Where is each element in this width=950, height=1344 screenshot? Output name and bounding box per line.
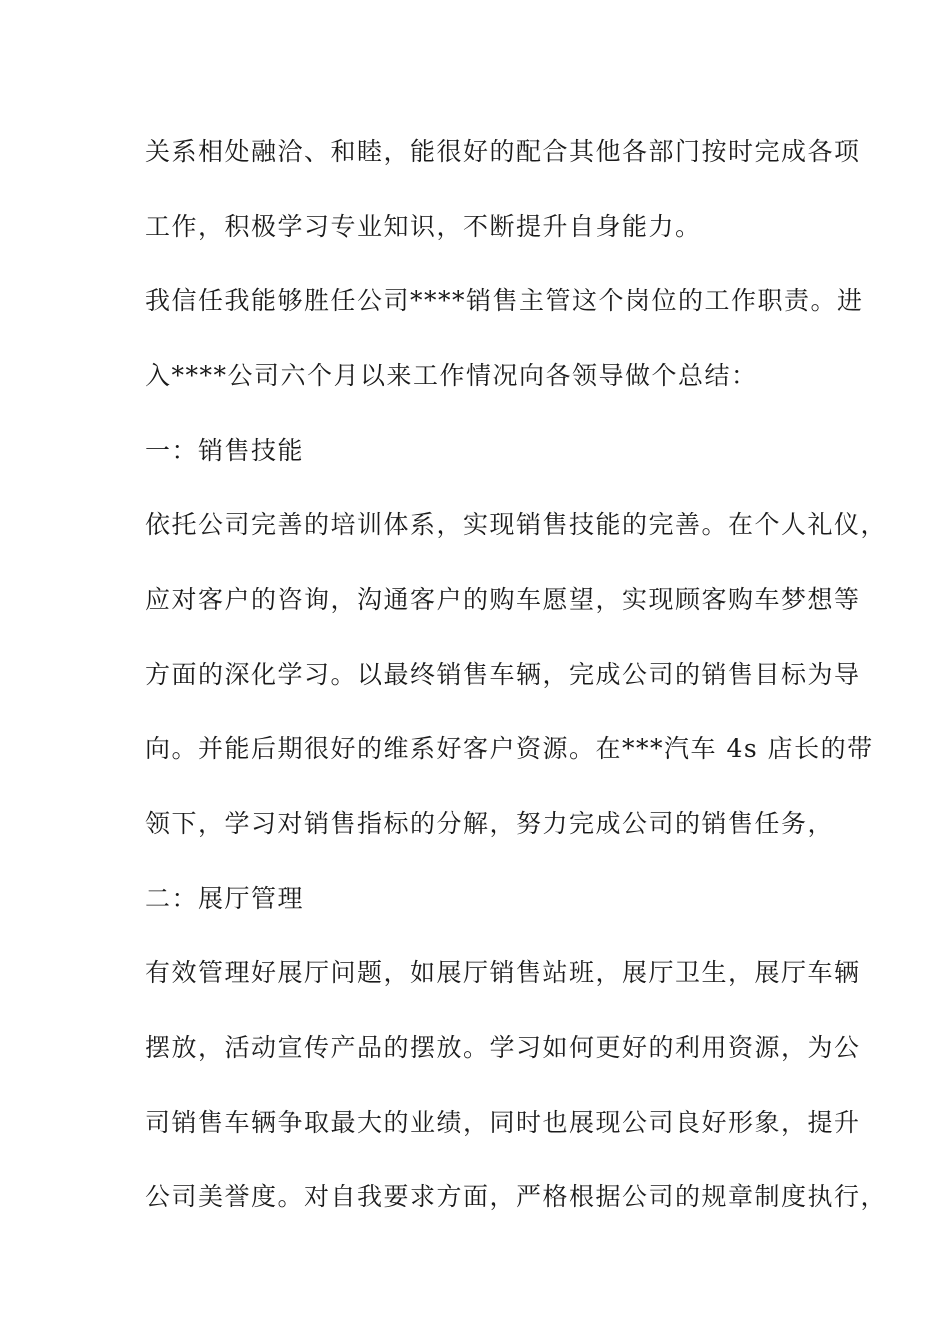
text-line: 我信任我能够胜任公司****销售主管这个岗位的工作职责。进 — [145, 286, 864, 315]
text-line: 应对客户的咨询，沟通客户的购车愿望，实现顾客购车梦想等 — [145, 585, 861, 614]
text-line: 摆放，活动宣传产品的摆放。学习如何更好的利用资源，为公 — [145, 1033, 861, 1062]
text-line: 司销售车辆争取最大的业绩，同时也展现公司良好形象，提升 — [145, 1108, 861, 1137]
text-line: 公司美誉度。对自我要求方面，严格根据公司的规章制度执行， — [145, 1182, 888, 1211]
text-line: 方面的深化学习。以最终销售车辆，完成公司的销售目标为导 — [145, 660, 861, 689]
text-line: 领下，学习对销售指标的分解，努力完成公司的销售任务， — [145, 809, 835, 838]
section-heading: 二：展厅管理 — [145, 884, 305, 913]
text-line: 有效管理好展厅问题，如展厅销售站班，展厅卫生，展厅车辆 — [145, 958, 861, 987]
text-line: 入****公司六个月以来工作情况向各领导做个总结： — [145, 361, 758, 390]
section-heading: 一：销售技能 — [145, 436, 305, 465]
text-line: 向。并能后期很好的维系好客户资源。在***汽车 4s 店长的带 — [145, 734, 874, 763]
text-line: 工作，积极学习专业知识，不断提升自身能力。 — [145, 212, 702, 241]
text-line: 关系相处融洽、和睦，能很好的配合其他各部门按时完成各项 — [145, 137, 861, 166]
text-line: 依托公司完善的培训体系，实现销售技能的完善。在个人礼仪， — [145, 510, 888, 539]
